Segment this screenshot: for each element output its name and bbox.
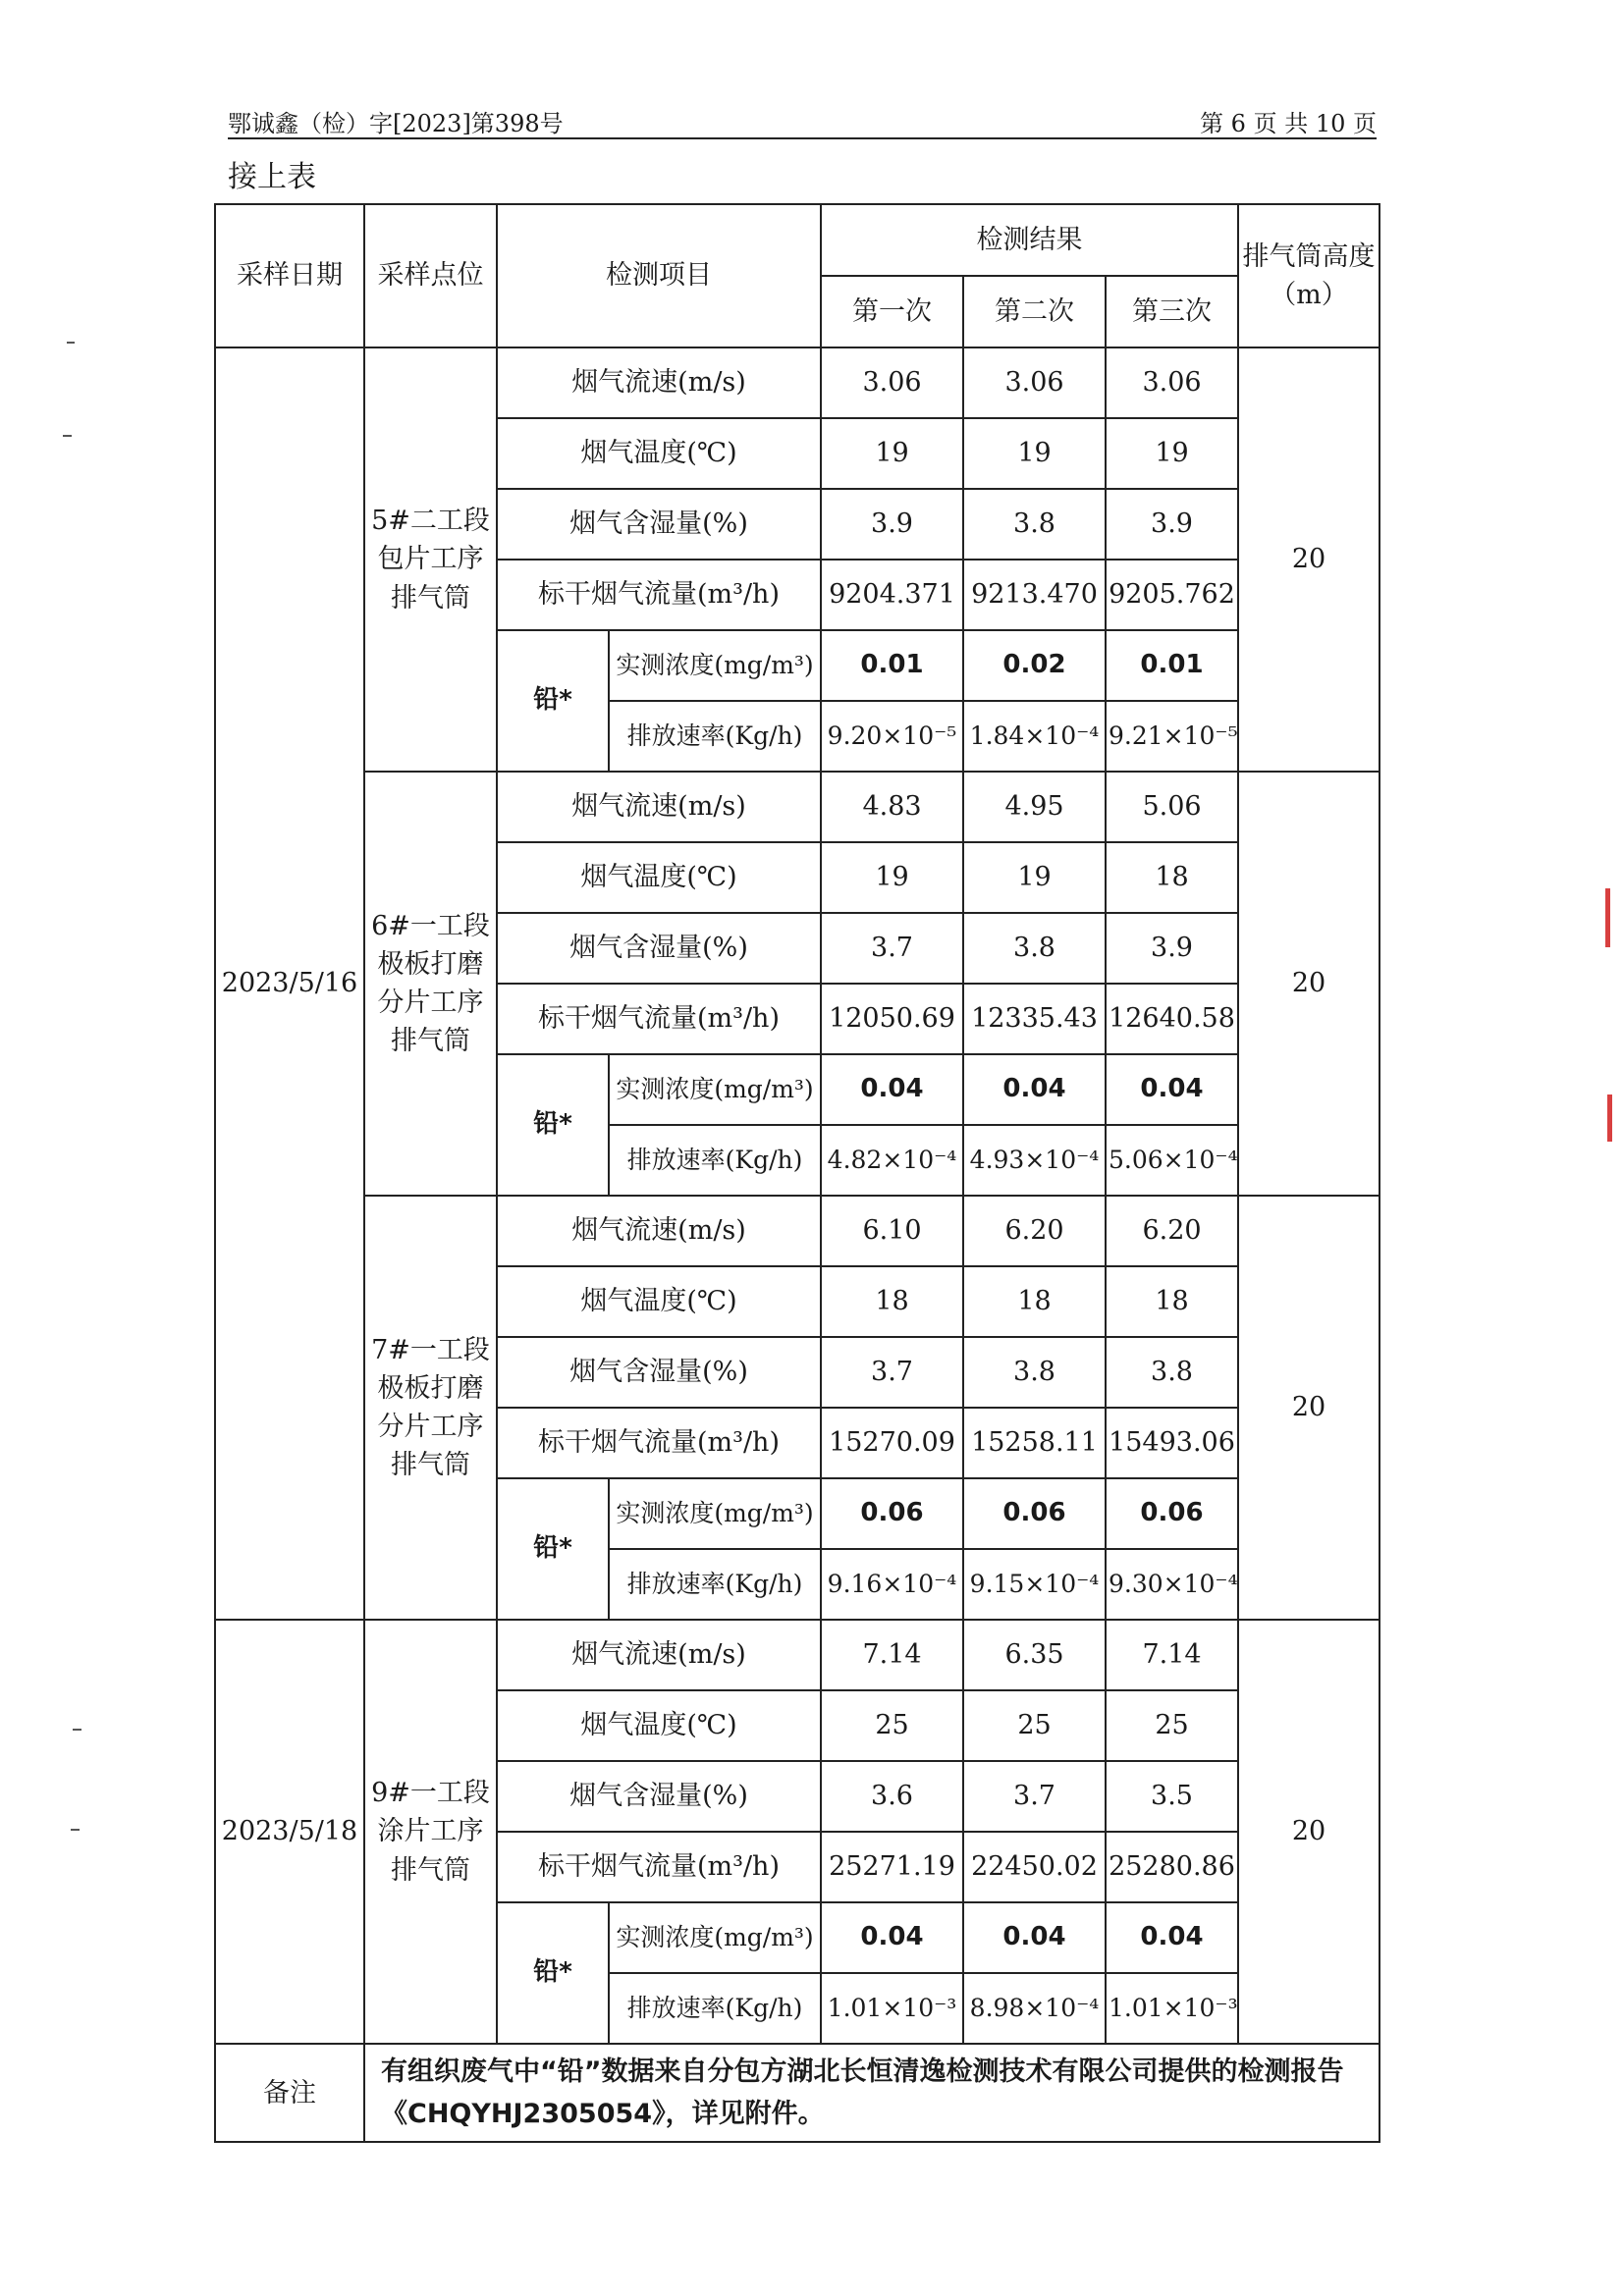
result-value: 18 [1106, 1266, 1238, 1337]
result-value: 7.14 [821, 1620, 963, 1690]
document-number: 鄂诚鑫（检）字[2023]第398号 [228, 110, 564, 137]
result-value: 12640.58 [1106, 984, 1238, 1054]
scan-mark [73, 1729, 81, 1731]
result-value: 18 [963, 1266, 1106, 1337]
result-value: 6.35 [963, 1620, 1106, 1690]
result-value: 12335.43 [963, 984, 1106, 1054]
result-value: 25280.86 [1106, 1832, 1238, 1902]
pollutant-lead: 铅* [497, 630, 609, 772]
header-third: 第三次 [1106, 276, 1238, 347]
result-value: 0.01 [1106, 630, 1238, 701]
test-item: 烟气流速(m/s) [497, 1620, 821, 1690]
page-header [228, 104, 1377, 139]
stack-height: 20 [1238, 772, 1380, 1196]
result-value: 9205.762 [1106, 560, 1238, 630]
result-value: 3.7 [821, 1337, 963, 1408]
header-stack-height: 排气筒高度（m） [1238, 204, 1380, 347]
result-value: 0.02 [963, 630, 1106, 701]
result-value: 1.01×10⁻³ [1106, 1973, 1238, 2044]
test-item: 标干烟气流量(m³/h) [497, 984, 821, 1054]
table-row [215, 772, 1380, 842]
test-item: 排放速率(Kg/h) [609, 701, 821, 772]
sampling-site: 7#一工段极板打磨分片工序排气筒 [364, 1196, 497, 1620]
stack-height: 20 [1238, 1620, 1380, 2044]
result-value: 4.82×10⁻⁴ [821, 1125, 963, 1196]
result-value: 4.95 [963, 772, 1106, 842]
result-value: 3.06 [821, 347, 963, 418]
result-value: 25 [1106, 1690, 1238, 1761]
pollutant-lead: 铅* [497, 1054, 609, 1196]
pollutant-lead: 铅* [497, 1478, 609, 1620]
result-value: 19 [963, 418, 1106, 489]
note-row [215, 2044, 1380, 2142]
result-value: 5.06×10⁻⁴ [1106, 1125, 1238, 1196]
stamp-edge [1605, 888, 1610, 947]
result-value: 3.8 [963, 1337, 1106, 1408]
test-item: 实测浓度(mg/m³) [609, 630, 821, 701]
test-item: 烟气含湿量(%) [497, 489, 821, 560]
result-value: 3.6 [821, 1761, 963, 1832]
result-value: 15270.09 [821, 1408, 963, 1478]
result-value: 8.98×10⁻⁴ [963, 1973, 1106, 2044]
result-value: 12050.69 [821, 984, 963, 1054]
result-value: 18 [1106, 842, 1238, 913]
result-value: 3.9 [821, 489, 963, 560]
sampling-date: 2023/5/16 [215, 347, 364, 1620]
stack-height: 20 [1238, 347, 1380, 772]
result-value: 7.14 [1106, 1620, 1238, 1690]
test-item: 实测浓度(mg/m³) [609, 1902, 821, 1973]
result-value: 0.04 [963, 1054, 1106, 1125]
result-value: 0.01 [821, 630, 963, 701]
result-value: 19 [821, 418, 963, 489]
result-value: 22450.02 [963, 1832, 1106, 1902]
pollutant-lead: 铅* [497, 1902, 609, 2044]
header-results: 检测结果 [821, 204, 1238, 276]
header-date: 采样日期 [215, 204, 364, 347]
result-value: 6.10 [821, 1196, 963, 1266]
header-item: 检测项目 [497, 204, 821, 347]
sampling-site: 6#一工段极板打磨分片工序排气筒 [364, 772, 497, 1196]
stamp-edge [1607, 1095, 1612, 1142]
result-value: 3.9 [1106, 489, 1238, 560]
table-row [215, 347, 1380, 418]
result-value: 0.04 [1106, 1902, 1238, 1973]
test-item: 实测浓度(mg/m³) [609, 1478, 821, 1549]
test-item: 烟气流速(m/s) [497, 772, 821, 842]
table-row [215, 1620, 1380, 1690]
result-value: 5.06 [1106, 772, 1238, 842]
test-item: 烟气流速(m/s) [497, 347, 821, 418]
test-item: 烟气温度(℃) [497, 418, 821, 489]
result-value: 3.8 [1106, 1337, 1238, 1408]
continued-label: 接上表 [228, 160, 316, 194]
test-item: 烟气温度(℃) [497, 1266, 821, 1337]
page-number: 第 6 页 共 10 页 [1200, 110, 1377, 137]
result-value: 9.30×10⁻⁴ [1106, 1549, 1238, 1620]
result-value: 0.04 [821, 1054, 963, 1125]
test-item: 烟气温度(℃) [497, 1690, 821, 1761]
test-item: 标干烟气流量(m³/h) [497, 1408, 821, 1478]
result-value: 6.20 [1106, 1196, 1238, 1266]
result-value: 3.06 [963, 347, 1106, 418]
result-value: 3.06 [1106, 347, 1238, 418]
sampling-date: 2023/5/18 [215, 1620, 364, 2044]
stack-height: 20 [1238, 1196, 1380, 1620]
note-text: 有组织废气中“铅”数据来自分包方湖北长恒清逸检测技术有限公司提供的检测报告《CHQYHJ2305054》，详见附件。 [364, 2044, 1380, 2142]
scan-mark [71, 1829, 80, 1831]
result-value: 9204.371 [821, 560, 963, 630]
result-value: 25 [821, 1690, 963, 1761]
table-row [215, 1196, 1380, 1266]
result-value: 0.04 [821, 1902, 963, 1973]
result-value: 3.5 [1106, 1761, 1238, 1832]
result-value: 4.93×10⁻⁴ [963, 1125, 1106, 1196]
test-item: 标干烟气流量(m³/h) [497, 560, 821, 630]
result-value: 3.7 [963, 1761, 1106, 1832]
result-value: 0.04 [1106, 1054, 1238, 1125]
header-site: 采样点位 [364, 204, 497, 347]
test-item: 排放速率(Kg/h) [609, 1549, 821, 1620]
result-value: 25271.19 [821, 1832, 963, 1902]
result-value: 3.9 [1106, 913, 1238, 984]
test-item: 烟气温度(℃) [497, 842, 821, 913]
result-value: 3.8 [963, 489, 1106, 560]
note-label: 备注 [215, 2044, 364, 2142]
result-value: 25 [963, 1690, 1106, 1761]
result-value: 1.01×10⁻³ [821, 1973, 963, 2044]
test-item: 烟气含湿量(%) [497, 1337, 821, 1408]
result-value: 3.7 [821, 913, 963, 984]
result-value: 6.20 [963, 1196, 1106, 1266]
result-value: 15493.06 [1106, 1408, 1238, 1478]
result-value: 15258.11 [963, 1408, 1106, 1478]
result-value: 3.8 [963, 913, 1106, 984]
result-value: 0.06 [821, 1478, 963, 1549]
result-value: 4.83 [821, 772, 963, 842]
sampling-site: 9#一工段涂片工序排气筒 [364, 1620, 497, 2044]
monitoring-results-table [214, 203, 1380, 2143]
test-item: 排放速率(Kg/h) [609, 1973, 821, 2044]
test-item: 烟气含湿量(%) [497, 1761, 821, 1832]
result-value: 9213.470 [963, 560, 1106, 630]
result-value: 9.20×10⁻⁵ [821, 701, 963, 772]
test-item: 排放速率(Kg/h) [609, 1125, 821, 1196]
sampling-site: 5#二工段包片工序排气筒 [364, 347, 497, 772]
test-item: 烟气流速(m/s) [497, 1196, 821, 1266]
test-item: 标干烟气流量(m³/h) [497, 1832, 821, 1902]
result-value: 1.84×10⁻⁴ [963, 701, 1106, 772]
test-item: 实测浓度(mg/m³) [609, 1054, 821, 1125]
result-value: 9.21×10⁻⁵ [1106, 701, 1238, 772]
scan-mark [63, 435, 72, 437]
header-first: 第一次 [821, 276, 963, 347]
result-value: 19 [821, 842, 963, 913]
result-value: 0.06 [1106, 1478, 1238, 1549]
result-value: 9.15×10⁻⁴ [963, 1549, 1106, 1620]
scan-mark [67, 342, 75, 344]
result-value: 0.04 [963, 1902, 1106, 1973]
result-value: 18 [821, 1266, 963, 1337]
result-value: 19 [1106, 418, 1238, 489]
header-second: 第二次 [963, 276, 1106, 347]
test-item: 烟气含湿量(%) [497, 913, 821, 984]
result-value: 0.06 [963, 1478, 1106, 1549]
result-value: 9.16×10⁻⁴ [821, 1549, 963, 1620]
result-value: 19 [963, 842, 1106, 913]
